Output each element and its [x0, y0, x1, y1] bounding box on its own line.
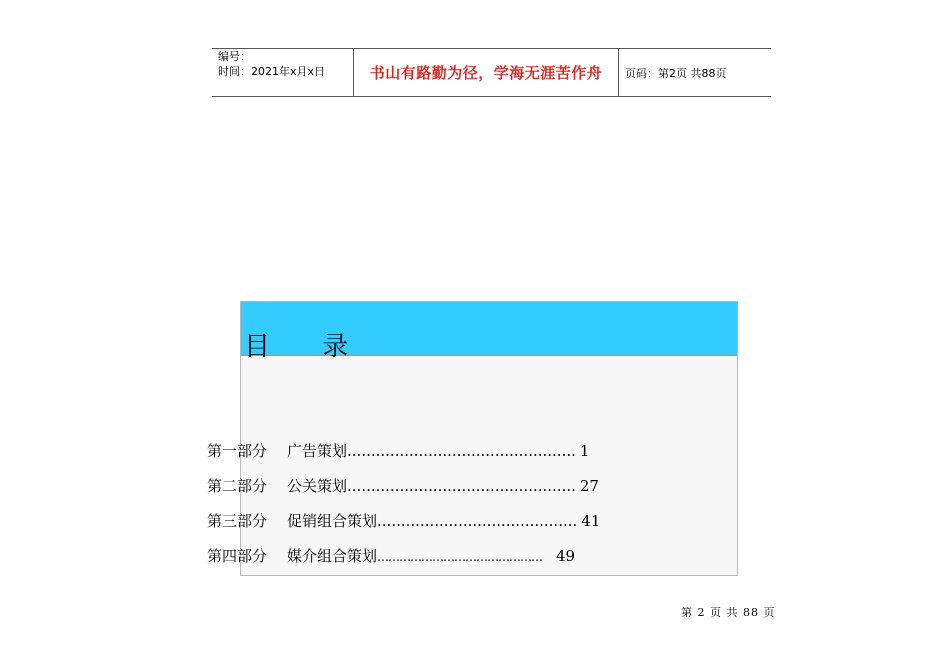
toc-leader: ..........................................	[377, 512, 578, 530]
page-info: 页码：第2页 共88页	[625, 67, 727, 80]
toc-page: 41	[581, 512, 601, 530]
toc-title: 目 录	[244, 332, 371, 362]
toc-part: 第三部分	[207, 512, 268, 530]
toc-page: 27	[579, 477, 599, 495]
toc-page: 1	[579, 442, 590, 460]
toc-name: 媒介组合策划	[287, 547, 378, 565]
toc-leader: ................................................	[347, 477, 576, 495]
header-divider-2	[618, 48, 619, 96]
toc-entry[interactable]	[207, 545, 575, 566]
header-meta	[218, 49, 325, 79]
header-bottom-rule	[212, 96, 771, 97]
toc-name: 公关策划	[287, 477, 348, 495]
motto: 书山有路勤为径，学海无涯苦作舟	[369, 64, 603, 82]
toc-entry[interactable]	[207, 510, 600, 531]
toc-entry[interactable]	[207, 440, 589, 461]
toc-part: 第一部分	[207, 442, 268, 460]
page-footer: 第 2 页 共 88 页	[681, 606, 776, 619]
time-label: 时间：2021年x月x日	[218, 65, 326, 78]
toc-name: 广告策划	[287, 442, 348, 460]
number-label: 编号：	[218, 50, 251, 63]
toc-page: 49	[556, 547, 576, 565]
toc-part: 第二部分	[207, 477, 268, 495]
toc-name: 促销组合策划	[287, 512, 378, 530]
toc-leader: ................................................	[347, 442, 576, 460]
header-divider-1	[353, 48, 354, 96]
toc-entry[interactable]	[207, 475, 599, 496]
toc-leader: ………………………………………	[377, 550, 543, 564]
toc-part: 第四部分	[207, 547, 268, 565]
